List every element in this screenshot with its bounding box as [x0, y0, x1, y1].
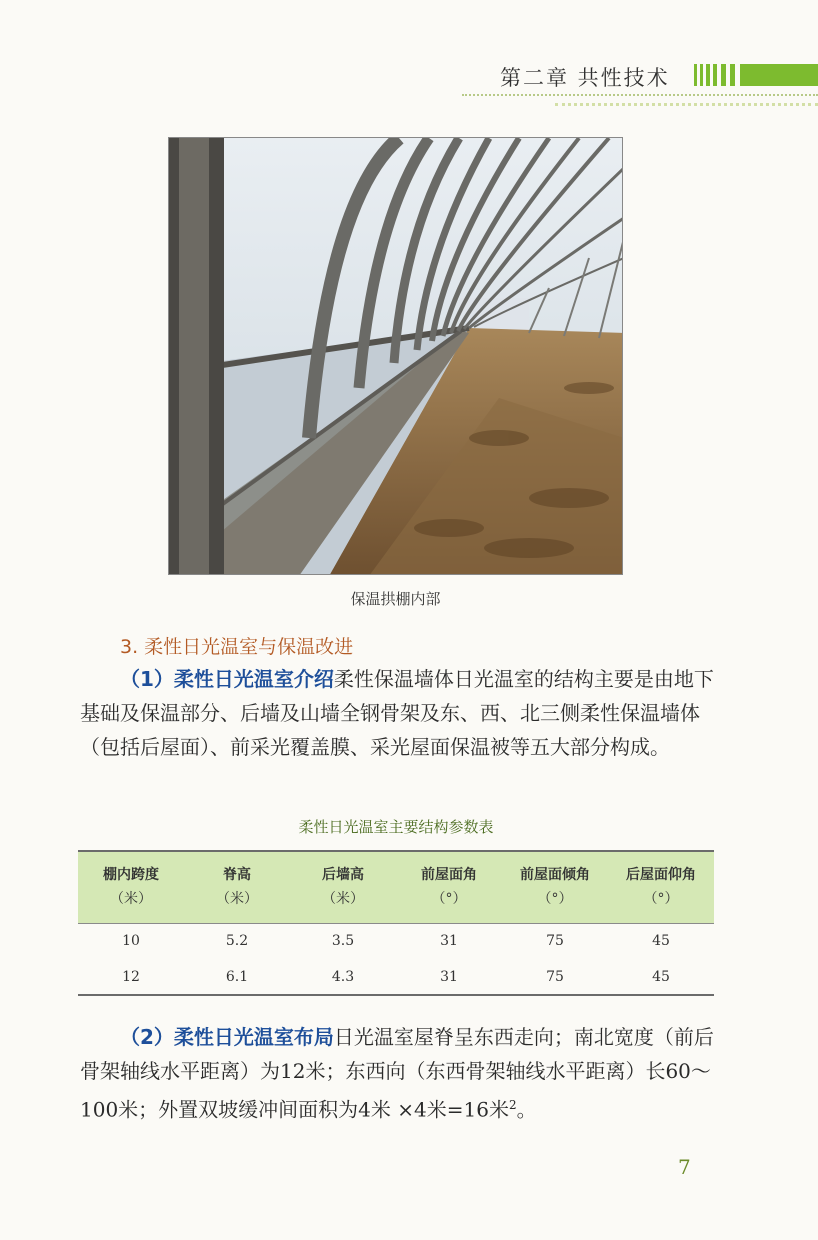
figure-caption: 保温拱棚内部	[350, 590, 441, 608]
table-cell: 31	[440, 933, 458, 950]
table-cell: 45	[608, 959, 714, 995]
table-header-cell: 前屋面角 （°）	[396, 851, 502, 923]
header-dotted-line-secondary	[555, 103, 818, 106]
paragraph-lead: （2）柔性日光温室布局	[120, 1025, 334, 1049]
chapter-title: 第二章 共性技术	[500, 66, 670, 90]
paragraph-text: 柔性保温墙体日光温室的结构主要是由地下基础及保温部分、后墙及山墙全钢骨架及东、西、北三侧柔性保温墙体（包括后屋面）、前采光覆盖膜、采光屋面保温被等五大部分构成。	[80, 667, 714, 759]
table-header-cell: 前屋面倾角 （°）	[502, 851, 608, 923]
paragraph-introduction	[80, 662, 720, 764]
table-header-cell: 棚内跨度 （米）	[78, 851, 184, 923]
paragraph-end: 。	[516, 1097, 537, 1122]
section-heading: 3. 柔性日光温室与保温改进	[120, 636, 354, 658]
table-cell: 31	[396, 959, 502, 995]
page-number: 7	[678, 1155, 691, 1179]
table-cell: 4.3	[290, 959, 396, 995]
table-cell: 5.2	[225, 933, 249, 950]
table-cell: 10	[122, 933, 140, 950]
table-header-row	[78, 851, 714, 923]
table-row	[78, 923, 714, 959]
header-bars-decoration	[694, 64, 818, 86]
table-cell: 3.5	[331, 933, 355, 950]
table-header-cell: 脊高 （米）	[184, 851, 290, 923]
table-cell: 75	[546, 933, 564, 950]
paragraph-lead: （1）柔性日光温室介绍	[120, 667, 334, 691]
superscript: 2	[508, 1098, 517, 1112]
table-header-cell: 后墙高 （米）	[290, 851, 396, 923]
table-cell: 12	[78, 959, 184, 995]
paragraph-text: 日光温室屋脊呈东西走向；南北宽度（前后骨架轴线水平距离）为12米；东西向（东西骨架轴线水平距离）长60～100米；外置双坡缓冲间面积为4米 ×4米=16米	[80, 1025, 714, 1122]
page-header	[0, 0, 818, 110]
table-cell: 45	[652, 933, 670, 950]
table-cell: 75	[502, 959, 608, 995]
table-row	[78, 959, 714, 995]
header-dotted-line	[462, 94, 818, 96]
structure-parameter-table	[78, 850, 714, 996]
paragraph-layout	[80, 1020, 720, 1127]
table-header-cell: 后屋面仰角 （°）	[608, 851, 714, 923]
table-cell: 6.1	[184, 959, 290, 995]
table-title: 柔性日光温室主要结构参数表	[298, 818, 494, 836]
greenhouse-interior-photo	[168, 137, 623, 575]
